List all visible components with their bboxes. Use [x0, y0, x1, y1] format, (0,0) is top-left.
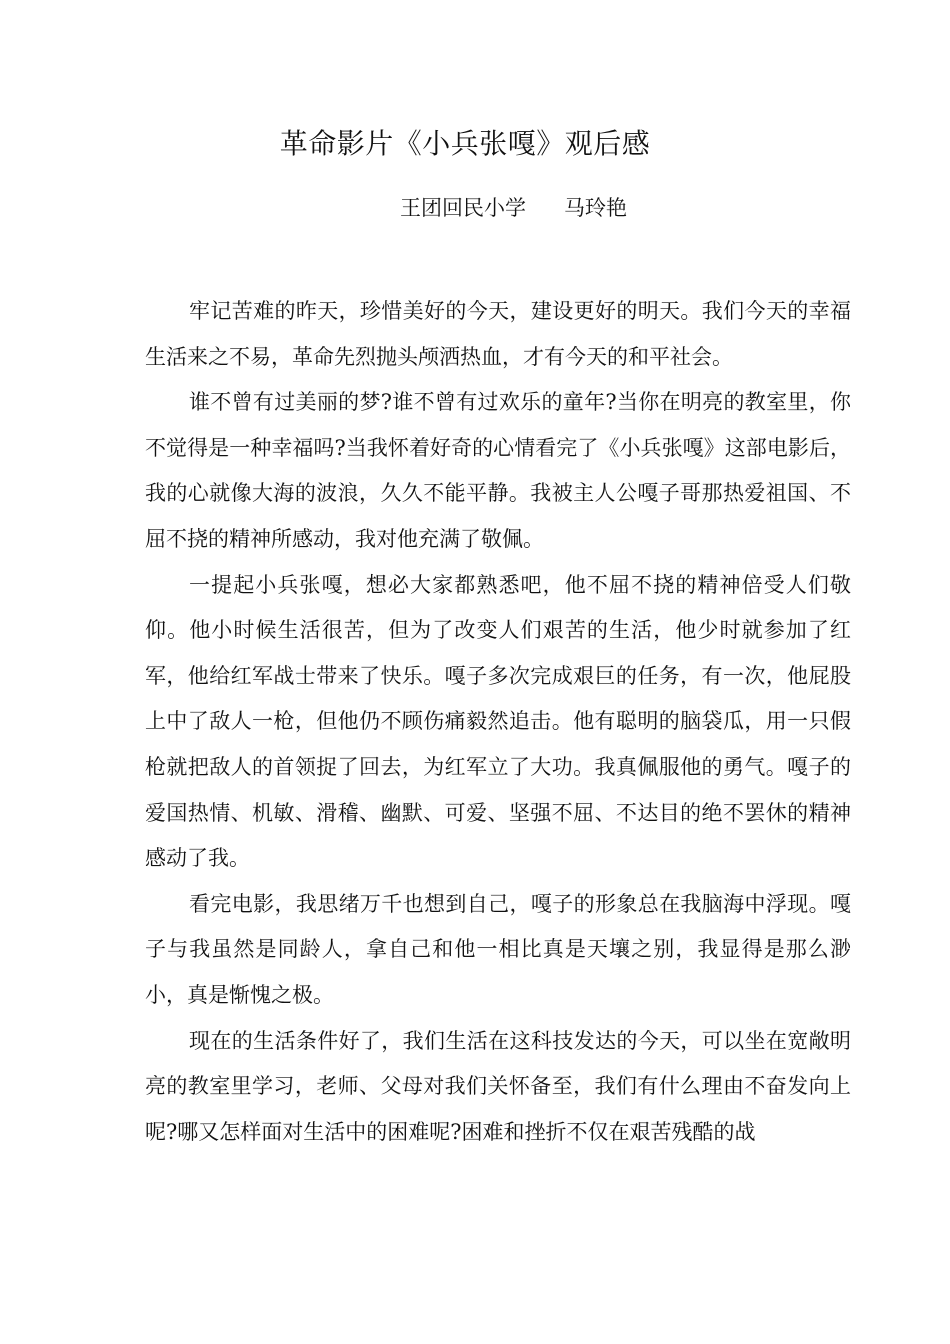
paragraph-1: 牢记苦难的昨天，珍惜美好的今天，建设更好的明天。我们今天的幸福生活来之不易，革命先烈抛头颅洒热血，才有今天的和平社会。: [145, 299, 851, 369]
paragraph-5: 现在的生活条件好了，我们生活在这科技发达的今天，可以坐在宽敞明亮的教室里学习，老师、父母对我们关怀备至，我们有什么理由不奋发向上呢?哪又怎样面对生活中的困难呢?困难和挫折不仅在艰苦残酷的战: [145, 1028, 851, 1144]
document-title: 革命影片《小兵张嘎》观后感: [279, 127, 651, 160]
essay-body: [145, 289, 851, 1155]
paragraph-3: 一提起小兵张嘎，想必大家都熟悉吧，他不屈不挠的精神倍受人们敬仰。他小时候生活很苦，但为了改变人们艰苦的生活，他少时就参加了红军，他给红军战士带来了快乐。嘎子多次完成艰巨的任务，有一次，他屁股上中了敌人一枪，但他仍不顾伤痛毅然追击。他有聪明的脑袋瓜，用一只假枪就把敌人的首领捉了回去，为红军立了大功。我真佩服他的勇气。嘎子的爱国热情、机敏、滑稽、幽默、可爱、坚强不屈、不达目的绝不罢休的精神感动了我。: [145, 572, 851, 871]
paragraph-4: 看完电影，我思绪万千也想到自己，嘎子的形象总在我脑海中浮现。嘎子与我虽然是同龄人，拿自己和他一相比真是天壤之别，我显得是那么渺小，真是惭愧之极。: [145, 891, 851, 1007]
author-byline: [400, 192, 627, 224]
author-name: 马玲艳: [564, 196, 627, 220]
author-school: 王团回民小学: [400, 196, 526, 220]
paragraph-2: 谁不曾有过美丽的梦?谁不曾有过欢乐的童年?当你在明亮的教室里，你不觉得是一种幸福吗?当我怀着好奇的心情看完了《小兵张嘎》这部电影后，我的心就像大海的波浪，久久不能平静。我被主人公嘎子哥那热爱祖国、不屈不挠的精神所感动，我对他充满了敬佩。: [145, 390, 851, 551]
